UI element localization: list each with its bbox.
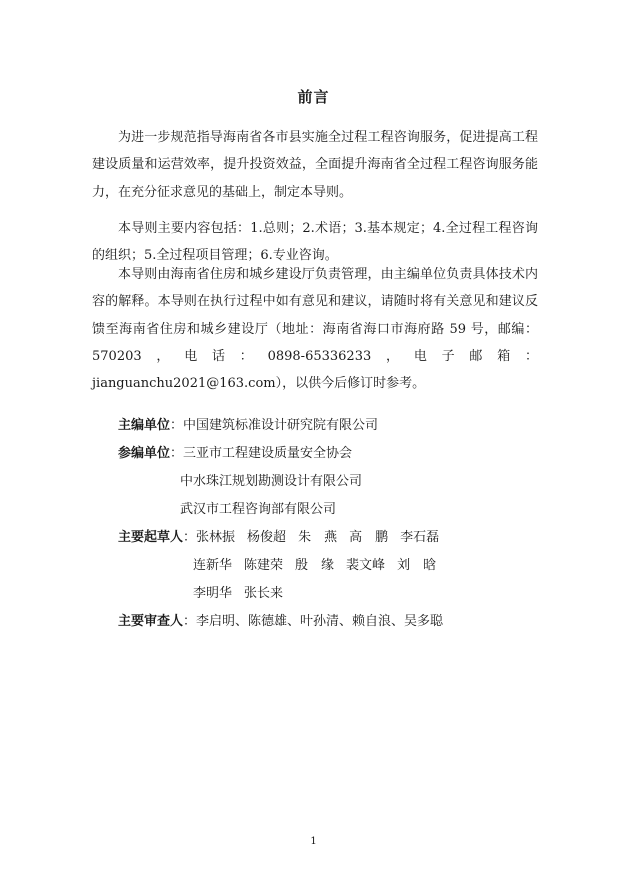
participant-item: 中水珠江规划勘测设计有限公司 <box>180 474 363 489</box>
reviewers-label: 主要审查人 <box>118 614 184 629</box>
paragraph-contents: 本导则主要内容包括：1.总则；2.术语；3.基本规定；4.全过程工程咨询的组织；5.全过程项目管理；6.专业咨询。 <box>92 221 538 264</box>
participant-item: 三亚市工程建设质量安全协会 <box>183 446 353 461</box>
participants-row <box>118 442 352 461</box>
drafter-name: 刘 晗 <box>397 558 437 573</box>
page-title: 前言 <box>297 88 330 106</box>
drafter-name: 殷 缘 <box>295 558 335 573</box>
drafter-name: 陈建荣 <box>244 558 284 573</box>
page-number: 1 <box>310 836 317 847</box>
participant-row-3 <box>180 498 336 517</box>
drafter-name: 李石磊 <box>400 530 440 545</box>
drafter-name: 张长来 <box>244 586 284 601</box>
reviewers-value: 李启明、陈德雄、叶孙清、赖自浪、吴多聪 <box>196 614 444 629</box>
drafter-name: 高 鹏 <box>349 530 389 545</box>
participants-label: 参编单位 <box>118 446 171 461</box>
drafters-row-3 <box>193 582 295 601</box>
drafter-name: 张林振 <box>196 530 236 545</box>
reviewers-row <box>118 610 443 629</box>
participant-row-2 <box>180 470 362 489</box>
participants-colon: ： <box>170 446 184 461</box>
drafter-name: 杨俊超 <box>247 530 287 545</box>
drafters-label: 主要起草人 <box>118 530 184 545</box>
reviewers-colon: ： <box>183 614 197 629</box>
drafter-name: 连新华 <box>193 558 233 573</box>
drafter-name: 李明华 <box>193 586 233 601</box>
participant-item: 武汉市工程咨询部有限公司 <box>180 502 337 517</box>
drafters-colon: ： <box>183 530 197 545</box>
drafters-row-2 <box>193 554 448 573</box>
drafters-row-1 <box>118 526 451 545</box>
drafter-name: 朱 燕 <box>298 530 338 545</box>
paragraph-contact: 本导则由海南省住房和城乡建设厅负责管理，由主编单位负责具体技术内容的解释。本导则在执行过程中如有意见和建议，请随时将有关意见和建议反馈至海南省住房和城乡建设厅（地址：海南省海口市海府路 59 号，邮编：570203，电话：0898-65336233，电子邮箱：jianguanchu2021@163.com），以供今后修订时参考。 <box>92 267 538 392</box>
paragraph-intro: 为进一步规范指导海南省各市县实施全过程工程咨询服务，促进提高工程建设质量和运营效率，提升投资效益，全面提升海南省全过程工程咨询服务能力，在充分征求意见的基础上，制定本导则。 <box>92 130 538 200</box>
chief-editor-colon: ： <box>170 418 184 433</box>
drafter-name: 裴文峰 <box>346 558 386 573</box>
chief-editor-value: 中国建筑标准设计研究院有限公司 <box>183 418 379 433</box>
chief-editor-label: 主编单位 <box>118 418 171 433</box>
chief-editor-row <box>118 414 378 433</box>
